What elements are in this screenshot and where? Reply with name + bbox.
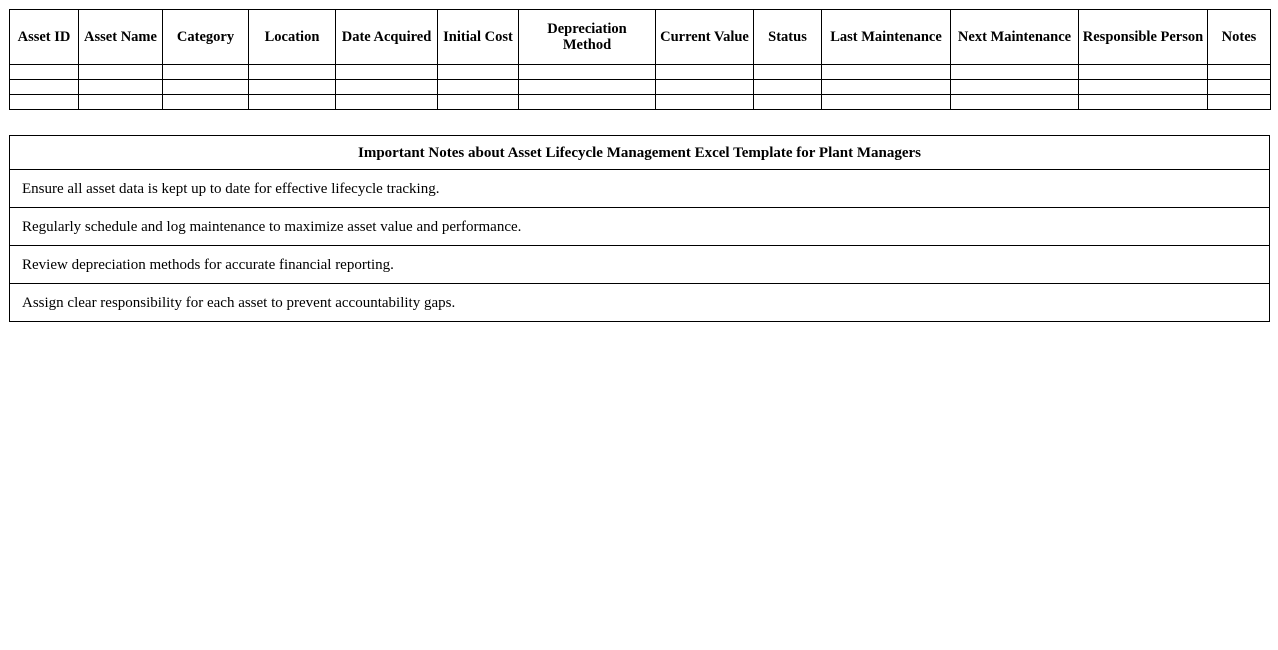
asset-header-cell: Category: [163, 10, 249, 65]
list-item: [10, 284, 1270, 322]
asset-header-cell: Date Acquired: [336, 10, 438, 65]
list-item: [10, 170, 1270, 208]
table-row[interactable]: [10, 65, 1271, 80]
asset-data-cell[interactable]: [79, 95, 163, 110]
asset-data-cell[interactable]: [822, 65, 951, 80]
asset-data-cell[interactable]: [79, 80, 163, 95]
list-item: [10, 208, 1270, 246]
asset-data-cell[interactable]: [249, 80, 336, 95]
note-text: Assign clear responsibility for each asset to prevent accountability gaps.: [10, 284, 1270, 322]
asset-data-cell[interactable]: [10, 95, 79, 110]
note-text: Regularly schedule and log maintenance to maximize asset value and performance.: [10, 208, 1270, 246]
asset-data-cell[interactable]: [1079, 80, 1208, 95]
asset-data-cell[interactable]: [438, 95, 519, 110]
asset-header-cell: Current Value: [656, 10, 754, 65]
table-row[interactable]: [10, 80, 1271, 95]
asset-header-cell: Next Maintenance: [951, 10, 1079, 65]
notes-table-body: [10, 170, 1270, 322]
notes-title-row: [10, 136, 1270, 170]
note-text: Ensure all asset data is kept up to date for effective lifecycle tracking.: [10, 170, 1270, 208]
asset-table-header-row: [10, 10, 1271, 65]
asset-data-cell[interactable]: [79, 65, 163, 80]
asset-data-cell[interactable]: [1208, 95, 1271, 110]
asset-data-cell[interactable]: [822, 95, 951, 110]
asset-data-cell[interactable]: [336, 65, 438, 80]
asset-table-head: [10, 10, 1271, 65]
asset-data-cell[interactable]: [336, 80, 438, 95]
asset-data-cell[interactable]: [1208, 80, 1271, 95]
asset-data-cell[interactable]: [656, 95, 754, 110]
list-item: [10, 246, 1270, 284]
asset-data-cell[interactable]: [754, 80, 822, 95]
asset-data-cell[interactable]: [1079, 95, 1208, 110]
asset-data-cell[interactable]: [951, 80, 1079, 95]
asset-table-body: [10, 65, 1271, 110]
asset-header-cell: Status: [754, 10, 822, 65]
asset-data-cell[interactable]: [519, 95, 656, 110]
asset-data-cell[interactable]: [656, 65, 754, 80]
asset-header-cell: Asset ID: [10, 10, 79, 65]
asset-data-cell[interactable]: [754, 65, 822, 80]
asset-register-section: [9, 9, 1270, 110]
asset-data-cell[interactable]: [10, 80, 79, 95]
asset-header-cell: Notes: [1208, 10, 1271, 65]
notes-title: Important Notes about Asset Lifecycle Management Excel Template for Plant Managers: [10, 136, 1270, 170]
asset-data-cell[interactable]: [1208, 65, 1271, 80]
important-notes-section: [9, 135, 1270, 322]
asset-data-cell[interactable]: [336, 95, 438, 110]
asset-register-table[interactable]: [9, 9, 1271, 110]
asset-data-cell[interactable]: [951, 65, 1079, 80]
asset-data-cell[interactable]: [163, 80, 249, 95]
asset-header-cell: Responsible Person: [1079, 10, 1208, 65]
asset-data-cell[interactable]: [519, 80, 656, 95]
asset-header-cell: Asset Name: [79, 10, 163, 65]
note-text: Review depreciation methods for accurate financial reporting.: [10, 246, 1270, 284]
important-notes-table: [9, 135, 1270, 322]
asset-data-cell[interactable]: [1079, 65, 1208, 80]
asset-data-cell[interactable]: [754, 95, 822, 110]
asset-data-cell[interactable]: [10, 65, 79, 80]
asset-data-cell[interactable]: [656, 80, 754, 95]
asset-header-cell: Last Maintenance: [822, 10, 951, 65]
asset-data-cell[interactable]: [438, 80, 519, 95]
asset-data-cell[interactable]: [163, 65, 249, 80]
asset-header-cell: Initial Cost: [438, 10, 519, 65]
asset-data-cell[interactable]: [249, 95, 336, 110]
asset-data-cell[interactable]: [249, 65, 336, 80]
asset-data-cell[interactable]: [951, 95, 1079, 110]
notes-table-head: [10, 136, 1270, 170]
asset-data-cell[interactable]: [163, 95, 249, 110]
asset-data-cell[interactable]: [438, 65, 519, 80]
asset-data-cell[interactable]: [519, 65, 656, 80]
table-row[interactable]: [10, 95, 1271, 110]
asset-header-cell: Depreciation Method: [519, 10, 656, 65]
asset-header-cell: Location: [249, 10, 336, 65]
asset-data-cell[interactable]: [822, 80, 951, 95]
